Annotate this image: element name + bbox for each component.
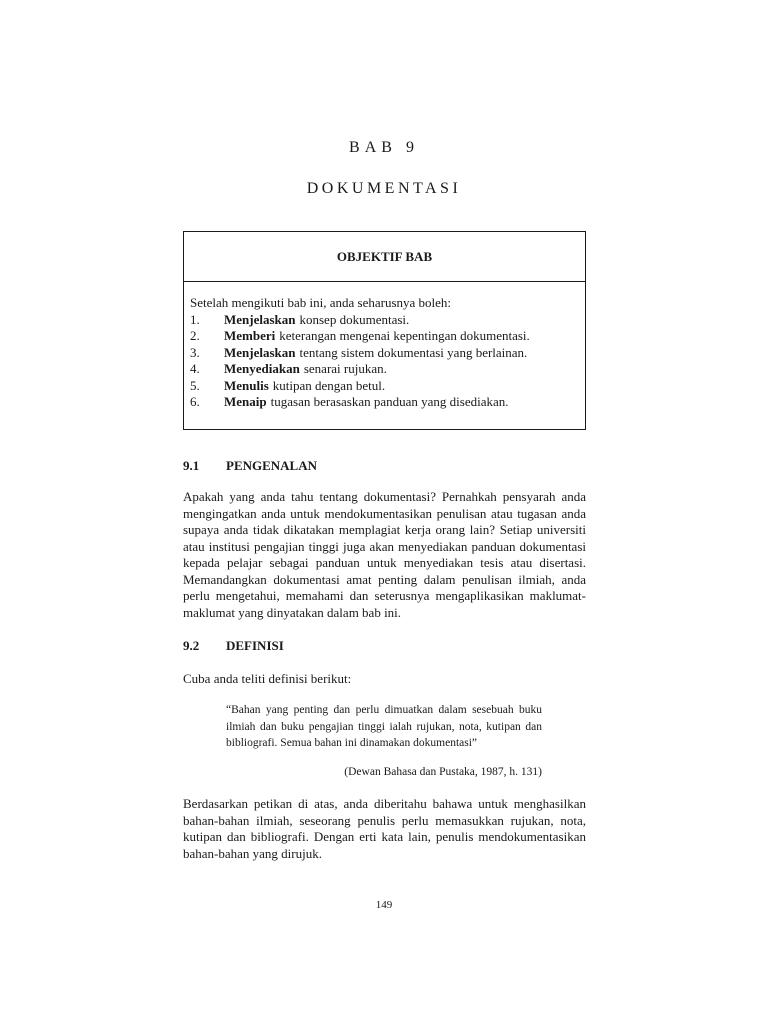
objective-text: konsep dokumentasi. <box>299 311 410 327</box>
objective-number: 5. <box>190 377 200 393</box>
objective-text: kutipan dengan betul. <box>272 377 386 393</box>
objective-number: 6. <box>190 394 200 409</box>
objective-verb: Memberi <box>224 328 276 343</box>
section-number: 9.1 <box>183 458 200 473</box>
objective-item <box>190 345 579 362</box>
section-number: 9.2 <box>183 638 200 653</box>
objective-number: 3. <box>190 344 200 360</box>
objective-item <box>190 378 579 395</box>
section-title: DEFINISI <box>226 638 284 653</box>
objective-verb: Menjelaskan <box>224 344 296 360</box>
chapter-title: DOKUMENTASI <box>306 180 462 197</box>
section-heading-pengenalan <box>183 458 317 474</box>
section-intro: Cuba anda teliti definisi berikut: <box>183 671 352 686</box>
definition-quote: “Bahan yang penting dan perlu dimuatkan dalam sesebuah buku ilmiah dan buku pengajian tinggi ialah rujukan, nota, kutipan dan bibliografi. Semua bahan ini dinamakan dokumentasi” <box>226 704 542 749</box>
objective-item <box>190 312 579 329</box>
objective-item <box>190 361 579 378</box>
objective-verb: Menulis <box>224 377 269 393</box>
objective-verb: Menjelaskan <box>224 311 296 327</box>
objectives-box <box>183 231 586 430</box>
objective-item <box>190 328 579 345</box>
objective-verb: Menaip <box>224 394 267 409</box>
objective-text: tentang sistem dokumentasi yang berlainan. <box>299 344 528 360</box>
objective-text: tugasan berasaskan panduan yang disediakan. <box>270 394 509 409</box>
chapter-number: BAB 9 <box>349 139 419 156</box>
objective-item <box>190 394 579 411</box>
objectives-header: OBJEKTIF BAB <box>184 232 585 282</box>
section-title: PENGENALAN <box>226 458 318 473</box>
section-paragraph: Apakah yang anda tahu tentang dokumentasi? Pernahkah pensyarah anda mengingatkan anda untuk mendokumentasikan penulisan atau tugasan anda supaya anda tidak dikatakan memplagiat kerja orang lain? Setiap universiti atau institusi pengajian tinggi juga akan menyediakan panduan dokumentasi kepada pelajar sebagai panduan untuk menyediakan tesis atau disertasi. Memandangkan dokumentasi amat penting dalam penulisan ilmiah, anda perlu mengetahui, memahami dan seterusnya mengaplikasikan maklumat-maklumat yang dinyatakan dalam bab ini. <box>183 489 586 620</box>
objective-text: senarai rujukan. <box>303 361 387 376</box>
objectives-body <box>184 282 585 411</box>
quote-citation: (Dewan Bahasa dan Pustaka, 1987, h. 131) <box>344 766 542 778</box>
page-number: 149 <box>375 899 393 911</box>
objectives-intro: Setelah mengikuti bab ini, anda seharusnya boleh: <box>190 295 452 310</box>
section-heading-definisi <box>183 638 284 654</box>
objective-verb: Menyediakan <box>224 361 300 376</box>
section-paragraph: Berdasarkan petikan di atas, anda diberitahu bahawa untuk menghasilkan bahan-bahan ilmiah, seseorang penulis perlu memasukkan rujukan, nota, kutipan dan bibliografi. Dengan erti kata lain, penulis mendokumentasikan bahan-bahan yang dirujuk. <box>183 796 586 861</box>
objective-text: keterangan mengenai kepentingan dokumentasi. <box>279 328 530 343</box>
objective-number: 2. <box>190 328 200 343</box>
objective-number: 4. <box>190 361 200 376</box>
objective-number: 1. <box>190 311 200 327</box>
objectives-list <box>190 312 579 411</box>
